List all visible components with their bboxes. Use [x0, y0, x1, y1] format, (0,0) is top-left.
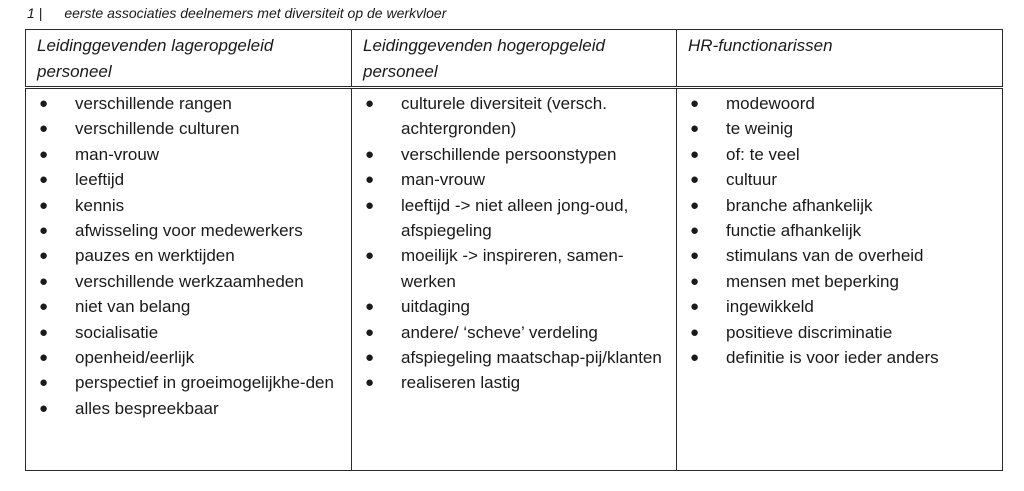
list-item — [677, 345, 992, 370]
list-item-text: culturele diversiteit (versch. achtergronden) — [401, 94, 607, 139]
list-item — [26, 345, 341, 370]
list-item-text: verschillende persoonstypen — [401, 144, 617, 164]
bullet-icon: ● — [365, 196, 375, 214]
column-header: Leidinggevenden hogeropgeleid personeel — [352, 30, 677, 88]
list-item — [352, 294, 666, 319]
list-item-text: leeftijd -> niet alleen jong-oud, afspiegeling — [401, 195, 629, 241]
list-item-text: branche afhankelijk — [726, 195, 873, 215]
list-item — [677, 116, 992, 141]
list-item — [352, 370, 666, 395]
list-item — [26, 370, 341, 395]
list-item — [26, 269, 341, 294]
list-item-text: openheid/eerlijk — [75, 348, 195, 368]
list-item — [26, 91, 341, 116]
list-item-text: modewoord — [726, 94, 815, 113]
list-item-text: mensen met beperking — [726, 271, 899, 291]
list-item-text: cultuur — [726, 170, 778, 190]
bullet-icon: ● — [39, 145, 49, 163]
list-item-text: positieve discriminatie — [726, 322, 893, 342]
bullet-icon: ● — [365, 145, 375, 163]
list-item-text: andere/ ‘scheve’ verdeling — [401, 322, 598, 342]
column-cell — [677, 88, 1003, 471]
bullet-icon: ● — [39, 222, 49, 240]
column-header: Leidinggevenden lageropgeleid personeel — [26, 30, 352, 88]
bullet-icon: ● — [39, 171, 49, 189]
list-item — [352, 193, 666, 244]
bullet-icon: ● — [690, 120, 700, 138]
list-item-text: socialisatie — [75, 322, 159, 342]
list-item-text: niet van belang — [75, 297, 191, 317]
bullet-icon: ● — [690, 323, 700, 341]
list-item — [677, 243, 992, 268]
list-item-text: verschillende werkzaamheden — [75, 271, 304, 291]
list-item — [677, 142, 992, 167]
list-item — [677, 193, 992, 218]
list-item — [677, 294, 992, 319]
table-caption — [27, 3, 446, 23]
list-item-text: functie afhankelijk — [726, 221, 862, 241]
list-item — [26, 243, 341, 268]
bullet-icon: ● — [365, 349, 375, 367]
list-item — [677, 218, 992, 243]
list-item — [352, 320, 666, 345]
bullet-icon: ● — [690, 196, 700, 214]
bullet-icon: ● — [690, 145, 700, 163]
list-item — [26, 396, 341, 421]
list-item-text: verschillende culturen — [75, 119, 240, 139]
list-item — [26, 142, 341, 167]
header-row — [26, 30, 1003, 88]
bullet-list — [677, 89, 1002, 370]
list-item-text: stimulans van de overheid — [726, 246, 924, 266]
list-item — [677, 91, 992, 116]
list-item — [26, 116, 341, 141]
bullet-icon: ● — [39, 120, 49, 138]
list-item — [677, 269, 992, 294]
bullet-icon: ● — [365, 374, 375, 392]
list-item — [26, 218, 341, 243]
list-item — [26, 320, 341, 345]
list-item — [26, 294, 341, 319]
list-item-text: kennis — [75, 195, 125, 215]
list-item — [352, 91, 666, 142]
bullet-icon: ● — [690, 247, 700, 265]
bullet-icon: ● — [39, 323, 49, 341]
list-item — [352, 243, 666, 294]
bullet-icon: ● — [39, 298, 49, 316]
list-item-text: afwisseling voor medewerkers — [75, 221, 303, 241]
list-item — [352, 345, 666, 370]
bullet-icon: ● — [690, 272, 700, 290]
list-item-text: uitdaging — [401, 297, 471, 317]
bullet-icon: ● — [39, 95, 49, 112]
list-item-text: ingewikkeld — [726, 297, 814, 317]
bullet-icon: ● — [690, 222, 700, 240]
column-cell — [352, 88, 677, 471]
list-item-text: te weinig — [726, 119, 794, 139]
list-item-text: man-vrouw — [75, 144, 160, 164]
list-item-text: verschillende rangen — [75, 94, 232, 113]
caption-number: 1 | — [27, 5, 43, 21]
list-item-text: alles bespreekbaar — [75, 398, 219, 418]
bullet-icon: ● — [690, 349, 700, 367]
bullet-icon: ● — [39, 374, 49, 392]
list-item — [677, 320, 992, 345]
body-row — [26, 88, 1003, 471]
list-item-text: pauzes en werktijden — [75, 246, 235, 266]
list-item-text: afspiegeling maatschap-pij/klanten — [401, 348, 662, 368]
associations-table — [25, 29, 1003, 471]
bullet-icon: ● — [39, 272, 49, 290]
list-item-text: perspectief in groeimogelijkhe-den — [75, 373, 334, 393]
bullet-icon: ● — [365, 171, 375, 189]
column-header: HR-functionarissen — [677, 30, 1003, 88]
bullet-list — [352, 89, 676, 396]
bullet-icon: ● — [365, 298, 375, 316]
list-item-text: realiseren lastig — [401, 373, 521, 393]
column-cell — [26, 88, 352, 471]
list-item-text: man-vrouw — [401, 170, 486, 190]
bullet-icon: ● — [39, 247, 49, 265]
bullet-icon: ● — [365, 95, 375, 112]
list-item — [352, 167, 666, 192]
list-item-text: leeftijd — [75, 170, 125, 190]
caption-text: eerste associaties deelnemers met diversiteit op de werkvloer — [64, 5, 447, 21]
bullet-icon: ● — [365, 323, 375, 341]
list-item-text: definitie is voor ieder anders — [726, 348, 939, 368]
bullet-icon: ● — [39, 196, 49, 214]
bullet-icon: ● — [690, 298, 700, 316]
bullet-list — [26, 89, 351, 421]
list-item — [26, 167, 341, 192]
bullet-icon: ● — [690, 171, 700, 189]
list-item — [26, 193, 341, 218]
bullet-icon: ● — [39, 399, 49, 417]
list-item — [352, 142, 666, 167]
bullet-icon: ● — [690, 95, 700, 112]
bullet-icon: ● — [39, 349, 49, 367]
list-item-text: moeilijk -> inspireren, samen-werken — [401, 246, 624, 291]
list-item-text: of: te veel — [726, 144, 800, 164]
list-item — [677, 167, 992, 192]
bullet-icon: ● — [365, 247, 375, 265]
